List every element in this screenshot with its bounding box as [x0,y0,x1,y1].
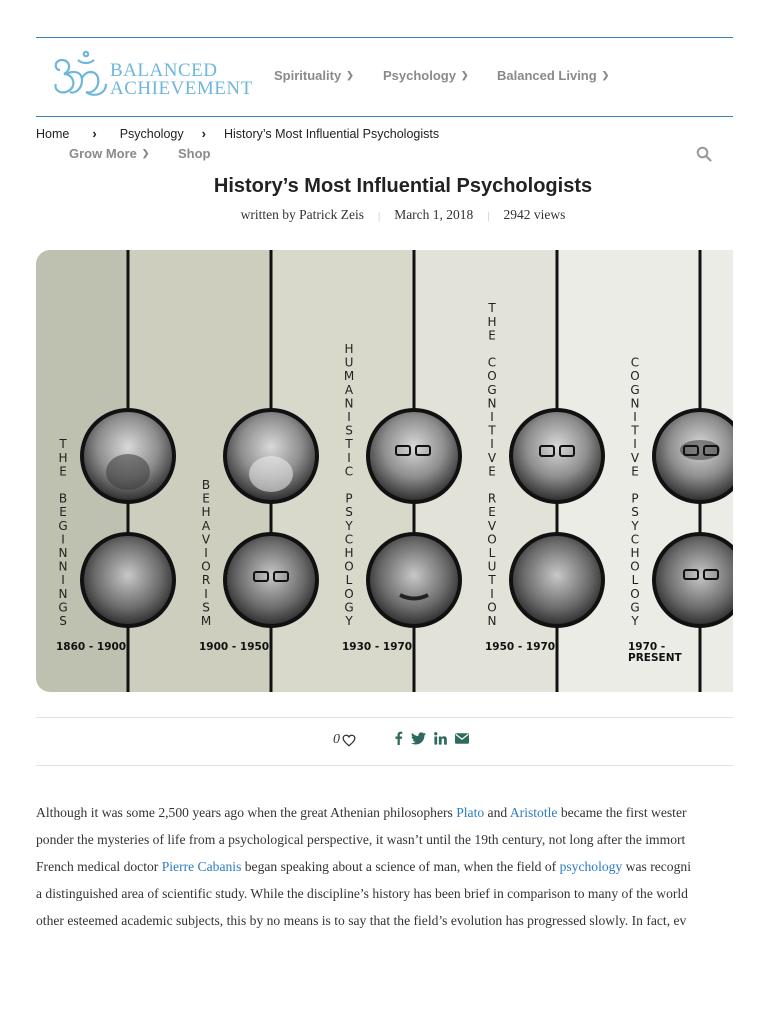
era-label-letter: A [344,382,354,397]
era-label-letter: I [61,573,65,588]
search-icon[interactable] [696,146,712,162]
era-label-letter: S [59,614,67,628]
era-label-letter: N [58,586,68,601]
era-label-letter: O [487,600,497,615]
era-label-letter: N [487,614,497,628]
era-label-letter: E [631,464,639,479]
twitter-icon[interactable] [411,732,426,745]
era-label-letter: H [630,546,640,560]
era-label-letter: M [343,369,355,384]
era-label-letter: U [344,355,354,370]
era-years-3: 1930 - 1970 [342,641,413,653]
facebook-icon[interactable] [394,731,403,745]
chevron-down-icon: ❯ [460,70,469,80]
era-label-letter: I [204,546,208,560]
era-label-letter: E [488,464,496,479]
body-line-1 [36,799,733,826]
era-years-5b: PRESENT [628,652,682,664]
era-years-5a: 1970 - [628,641,666,653]
era-label-letter: N [487,396,497,411]
nav-label: Balanced Living [497,68,597,83]
era-label-letter: N [630,396,640,411]
era-label-letter: V [201,532,211,547]
breadcrumb [36,126,439,141]
era-label-letter: H [344,546,354,560]
era-label-letter: R [487,491,497,506]
era-label-letter: T [488,423,496,438]
link-aristotle[interactable]: Aristotle [509,805,558,820]
era-label-letter: I [347,450,351,465]
era-label-letter: Y [631,614,639,628]
hero-timeline-image [36,250,733,692]
text-run: Although it was some 2,500 years ago when the great Athenian philosophers [36,805,457,820]
era-label-letter: O [487,369,497,384]
era-label-letter: S [202,600,210,615]
heart-icon [342,734,356,747]
era-label-letter: G [630,382,640,397]
era-label-letter: Y [345,518,353,533]
era-label-letter: T [488,301,496,316]
text-run: French medical doctor [36,859,162,874]
era-label-letter: V [487,518,497,533]
text-run: began speaking about a science of man, when the field of [241,859,560,874]
era-label-letter: C [630,532,640,547]
nav-item-psychology[interactable] [383,68,469,83]
nav-item-balanced-living[interactable] [497,68,609,83]
era-label-letter [490,478,494,492]
era-label-letter: N [58,546,68,560]
era-label-letter: O [630,559,640,574]
era-label-letter: H [344,342,354,356]
era-label-letter: L [345,573,353,588]
era-label-letter: Y [631,518,639,533]
chevron-down-icon: ❯ [141,148,150,158]
article-title: History’s Most Influential Psychologists [213,175,593,197]
article-meta [0,207,768,223]
era-label-beginnings [58,437,67,628]
nav-item-grow-more[interactable] [69,146,149,161]
era-label-letter: I [204,586,208,601]
text-run: became the first wester [557,805,687,820]
era-label-letter: A [201,518,211,533]
nav-item-spirituality[interactable] [274,68,354,83]
era-label-letter: O [344,559,354,574]
nav-label: Spirituality [274,68,342,83]
era-label-letter [61,478,65,492]
era-label-letter: C [344,464,354,479]
era-label-letter [347,478,351,492]
meta-divider: | [377,210,381,222]
chevron-down-icon: ❯ [601,70,610,80]
logo-text [110,62,253,98]
era-label-letter: H [487,314,497,329]
header-bottom-border [36,116,733,117]
era-label-letter: S [345,505,353,520]
era-years-4: 1950 - 1970 [485,641,556,653]
era-label-letter: B [58,491,68,506]
era-label-letter: H [58,450,68,465]
breadcrumb-category[interactable]: Psychology [119,126,184,141]
era-label-letter: N [58,559,68,574]
era-label-letter: G [487,382,497,397]
article-body [36,799,733,934]
body-line-3 [36,853,733,880]
body-line-2: ponder the mysteries of life from a psychological perspective, it wasn’t until the 19th century, not long after the immort [36,832,686,847]
era-label-letter: C [630,355,640,370]
era-label-cognitive-psychology [630,356,640,628]
like-button[interactable] [333,732,356,748]
era-label-letter: I [490,586,494,601]
era-years-1: 1860 - 1900 [56,641,127,653]
era-label-letter: L [631,573,639,588]
era-label-letter: Y [345,614,353,628]
body-line-5: other esteemed academic subjects, this by no means is to say that the field’s evolution has progressed slowly. In fact, ev [36,913,687,928]
era-label-letter: L [488,546,496,560]
era-label-letter [490,342,494,356]
share-bar-bottom-border [36,765,733,766]
era-label-letter: E [59,505,67,520]
era-label-letter: S [345,423,353,438]
linkedin-icon[interactable] [434,732,447,745]
era-label-letter: U [487,559,497,574]
era-label-letter: B [201,478,211,492]
era-label-letter: I [633,437,637,452]
era-label-letter: T [488,573,496,588]
text-run: and [484,805,510,820]
era-label-letter: N [344,396,354,411]
era-label-letter: O [630,586,640,601]
nav-label: Shop [178,146,211,161]
era-label-letter: I [347,410,351,424]
era-label-letter: G [630,600,640,615]
era-label-letter: E [59,464,67,479]
era-label-letter: T [631,423,639,438]
email-icon[interactable] [455,733,469,744]
era-label-letter: C [344,532,354,547]
om-logo-icon [52,48,112,106]
era-label-letter: I [633,410,637,424]
era-years-2: 1900 - 1950 [199,641,270,653]
view-count: 2942 views [503,207,566,222]
era-label-letter: E [202,491,210,506]
era-label-letter: C [487,355,497,370]
share-buttons [394,731,469,745]
breadcrumb-home[interactable]: Home [36,126,70,141]
era-label-letter: H [201,505,211,520]
logo-line-1: BALANCED [110,60,218,81]
era-label-letter: E [488,328,496,343]
era-label-letter: O [487,532,497,547]
era-label-letter: G [344,600,354,615]
era-label-letter: G [58,600,68,615]
era-label-letter: M [200,614,212,628]
logo-line-2: ACHIEVEMENT [110,78,253,99]
site-logo[interactable] [52,48,262,104]
author-link[interactable]: written by Patrick Zeis [240,207,364,222]
chevron-right-icon: › [201,126,206,141]
era-label-letter: V [487,450,497,465]
breadcrumb-current: History’s Most Influential Psychologists [223,126,440,141]
era-label-letter: O [344,586,354,601]
era-label-letter: T [345,437,353,452]
era-label-letter: O [201,559,211,574]
body-line-4: a distinguished area of scientific study. While the discipline’s history has been brief in comparison to many of the world [36,886,688,901]
era-label-letter: G [58,518,68,533]
era-label-letter [633,478,637,492]
era-label-letter: P [631,491,639,506]
link-plato[interactable]: Plato [456,805,485,820]
nav-label: Grow More [69,146,137,161]
era-label-letter: V [630,450,640,465]
era-label-letter: O [630,369,640,384]
era-label-letter: I [61,532,65,547]
link-pierre-cabanis[interactable]: Pierre Cabanis [161,859,242,874]
nav-label: Psychology [383,68,456,83]
chevron-down-icon: ❯ [346,70,354,80]
post-date: March 1, 2018 [394,207,474,222]
text-run: was recogni [622,859,691,874]
era-label-letter: I [490,410,494,424]
like-count: 0 [333,732,340,747]
era-label-letter: R [201,573,211,588]
chevron-right-icon: › [92,126,97,141]
era-label-letter: T [59,437,67,452]
era-label-letter: E [488,505,496,520]
header-top-border [36,37,733,38]
nav-item-shop[interactable] [178,146,211,161]
era-label-letter: S [631,505,639,520]
meta-divider: | [487,210,490,222]
link-psychology[interactable]: psychology [559,859,623,874]
era-label-letter: P [345,491,353,506]
era-label-letter: I [490,437,494,452]
share-bar-top-border [36,717,733,718]
